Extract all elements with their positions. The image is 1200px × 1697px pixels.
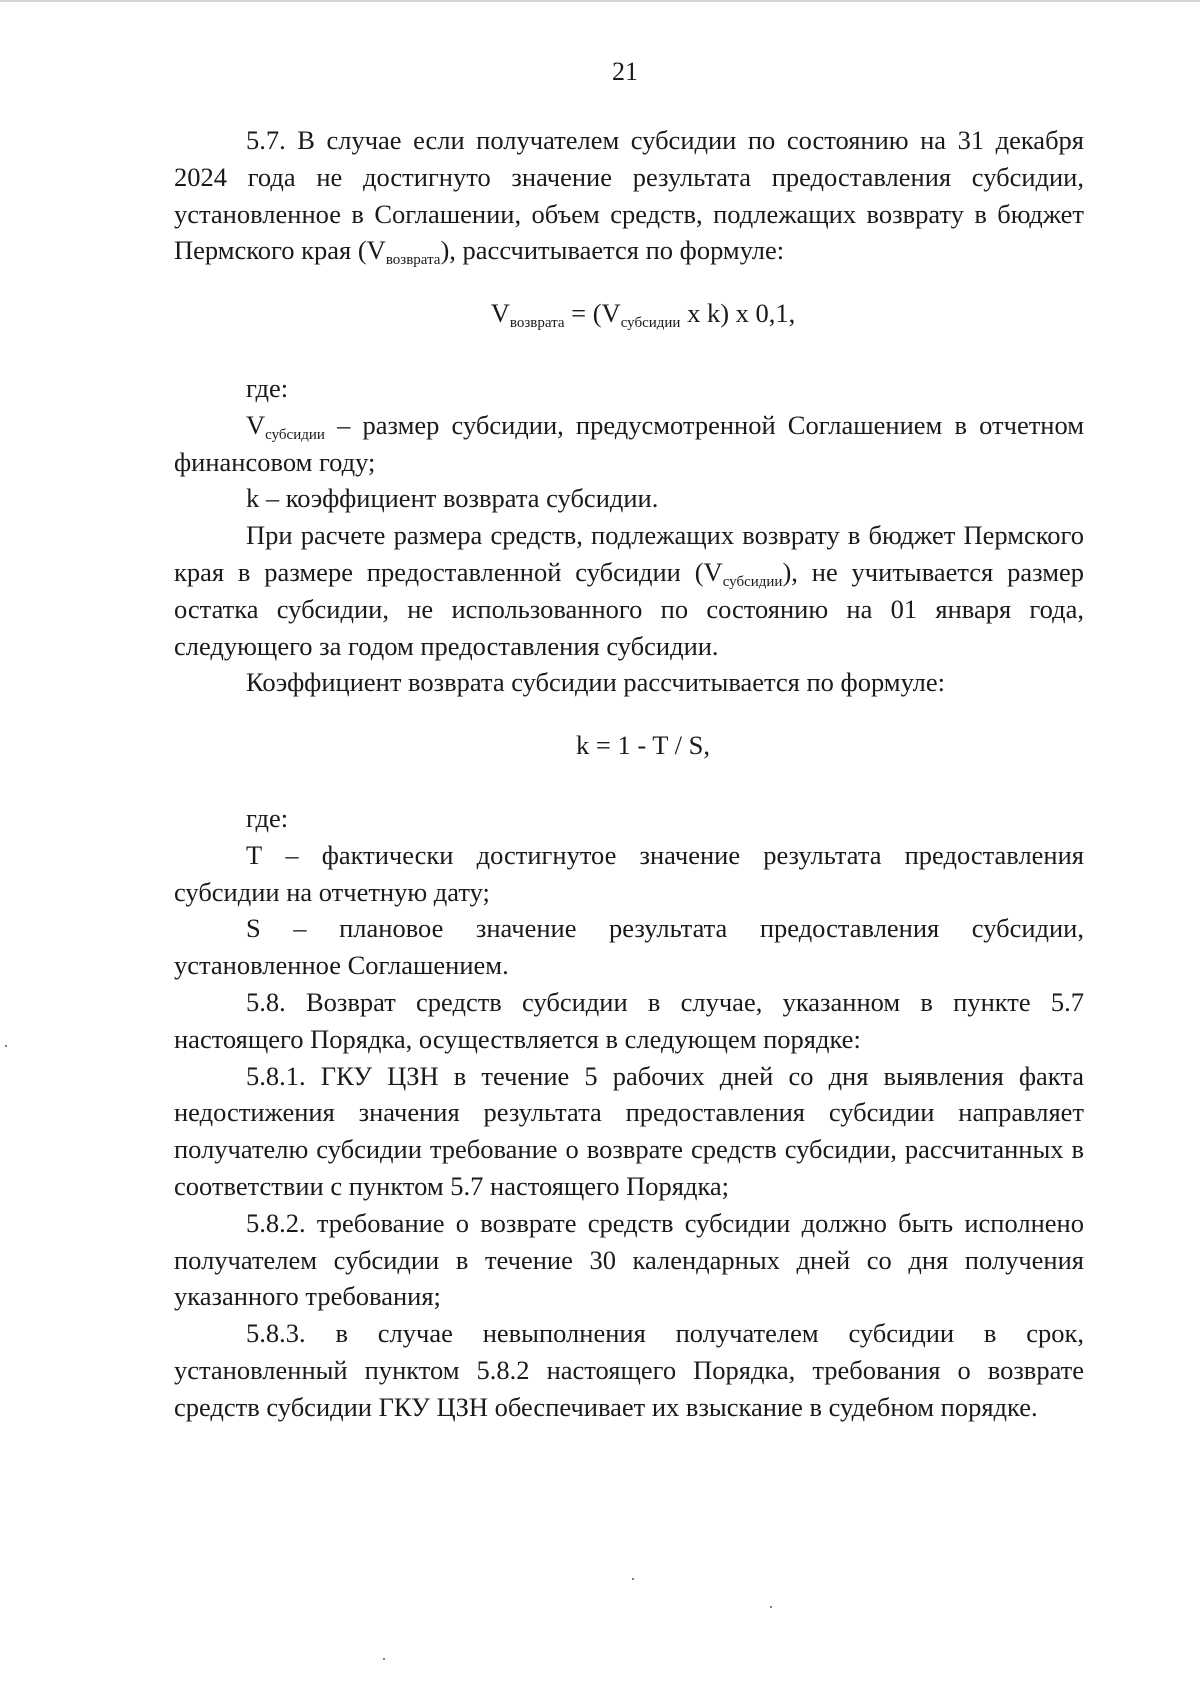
scan-speck xyxy=(770,1606,772,1608)
scan-speck xyxy=(5,1045,7,1047)
paragraph-5-8-3: 5.8.3. в случае невыполнения получателем субсидии в срок, установленный пунктом 5.8.2 настоящего Порядка, требования о возврате средств субсидии ГКУ ЦЗН обеспечивает их взыскание в судебном порядке. xyxy=(174,1318,1084,1422)
paragraph-5-8-2: 5.8.2. требование о возврате средств субсидии должно быть исполнено получателем субсидии в течение 30 календарных дней со дня получения указанного требования; xyxy=(174,1207,1084,1312)
scan-speck xyxy=(632,1578,634,1580)
definition-s: S – плановое значение результата предоставления субсидии, установленное Соглашением. xyxy=(174,913,1084,981)
definition-v-subsidy: $V_{субсидии}$ – размер субсидии, предусмотренной Соглашением в отчетном финансовом году; xyxy=(174,409,1084,477)
document-body xyxy=(174,122,1084,1426)
scan-speck xyxy=(383,1658,385,1660)
scan-top-edge xyxy=(0,0,1200,2)
paragraph-coefficient-intro: Коэффициент возврата субсидии рассчитывается по формуле: xyxy=(246,667,946,698)
where-label-1: где: xyxy=(246,372,289,403)
definition-t: Т – фактически достигнутое значение результата предоставления субсидии на отчетную дату; xyxy=(174,839,1084,907)
paragraph-5-8-1: 5.8.1. ГКУ ЦЗН в течение 5 рабочих дней со дня выявления факта недостижения значения результата предоставления субсидии направляет получателю субсидии требование о возврате средств субсидии, рассчитанных в соответствии с пунктом 5.7 настоящего Порядка; xyxy=(174,1060,1084,1201)
page-number: 21 xyxy=(612,57,638,86)
formula-return-volume: $V_{возврата} = (V_{субсидии}$ x k) x 0,1, xyxy=(490,298,796,332)
formula-coefficient: k = 1 - T / S, xyxy=(576,730,710,761)
paragraph-calculation-note: При расчете размера средств, подлежащих возврату в бюджет Пермского края в размере предоставленной субсидии $(V_{субсидии})$, не учитывается размер остатка субсидии, не использованного по состоянию на 01 января года, следующего за годом предоставления субсидии. xyxy=(174,520,1084,661)
definition-k: k – коэффициент возврата субсидии. xyxy=(246,483,659,514)
paragraph-5-7: 5.7. В случае если получателем субсидии по состоянию на 31 декабря 2024 года не достигнуто значение результата предоставления субсидии, установленное в Соглашении, объем средств, подлежащих возврату в бюджет Пермского края $(V_{возврата})$, рассчитывается по формуле: xyxy=(174,125,1084,269)
paragraph-5-8: 5.8. Возврат средств субсидии в случае, указанном в пункте 5.7 настоящего Порядка, осуществляется в следующем порядке: xyxy=(174,986,1084,1054)
where-label-2: где: xyxy=(246,802,289,833)
